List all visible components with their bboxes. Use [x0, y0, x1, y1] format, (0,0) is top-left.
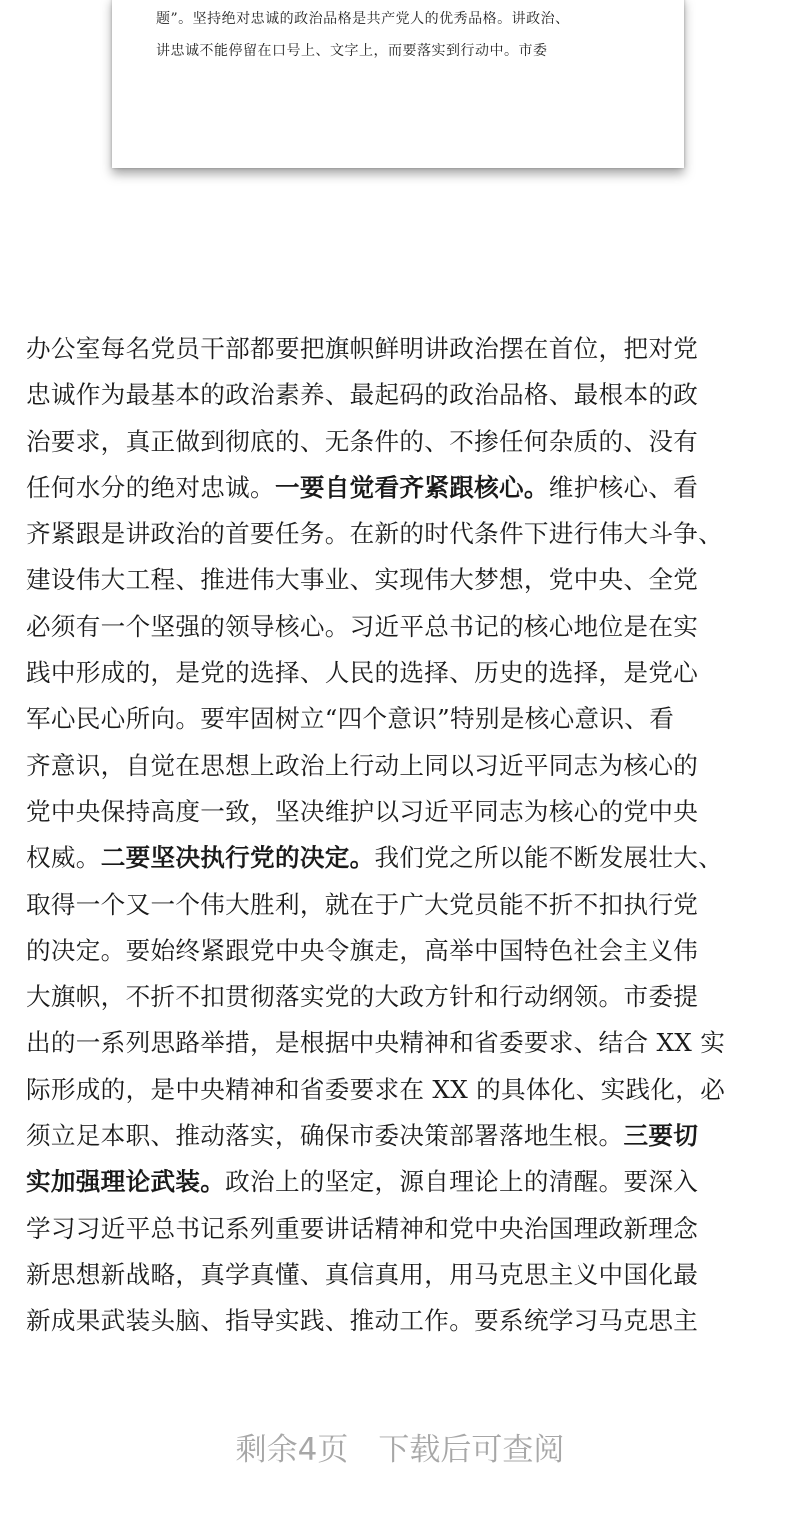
body-text-segment: 新成果武装头脑、指导实践、推动工作。要系统学习马克思主	[26, 1306, 699, 1336]
card-text-line: 讲忠诚不能停留在口号上、文字上，而要落实到行动中。市委	[156, 43, 548, 59]
body-text-segment: 任何水分的绝对忠诚。	[26, 472, 275, 502]
download-to-read-label[interactable]: 下载后可查阅	[378, 1432, 565, 1468]
bold-heading-text: 三要切	[623, 1121, 699, 1151]
body-text-segment: 学习习近平总书记系列重要讲话精神和党中央治国理政新理念	[26, 1213, 699, 1243]
text-line	[26, 1067, 786, 1113]
preview-page-card	[112, 0, 684, 168]
text-line	[26, 419, 786, 465]
text-line	[26, 1298, 786, 1344]
body-text-segment: 践中形成的，是党的选择、人民的选择、历史的选择，是党心	[26, 658, 699, 688]
body-text-segment: 必须有一个坚强的领导核心。习近平总书记的核心地位是在实	[26, 611, 699, 641]
text-line	[26, 604, 786, 650]
text-line	[26, 1252, 786, 1298]
text-line	[26, 743, 786, 789]
body-text-segment: 的决定。要始终紧跟党中央令旗走，高举中国特色社会主义伟	[26, 935, 699, 965]
text-line	[26, 974, 786, 1020]
text-line	[26, 326, 786, 372]
text-line	[26, 1159, 786, 1205]
body-text-segment: 政治上的坚定，源自理论上的清醒。要深入	[225, 1167, 699, 1197]
text-line	[26, 835, 786, 881]
text-line	[26, 465, 786, 511]
text-line	[26, 1113, 786, 1159]
text-line	[26, 650, 786, 696]
text-line	[26, 789, 786, 835]
text-line	[26, 928, 786, 974]
body-text-segment: 建设伟大工程、推进伟大事业、实现伟大梦想，党中央、全党	[26, 565, 699, 595]
download-prompt[interactable]	[0, 1420, 800, 1480]
body-text-segment: 取得一个又一个伟大胜利，就在于广大党员能不折不扣执行党	[26, 889, 699, 919]
body-text-segment: 军心民心所向。要牢固树立“四个意识”特别是核心意识、看	[26, 704, 675, 734]
body-text-segment: 维护核心、看	[548, 472, 699, 502]
body-text-segment: 新思想新战略，真学真懂、真信真用，用马克思主义中国化最	[26, 1259, 699, 1289]
bold-heading-text: 一要自觉看齐紧跟核心。	[274, 472, 549, 502]
document-body	[26, 326, 786, 1345]
card-text-line: 题”。坚持绝对忠诚的政治品格是共产党人的优秀品格。讲政治、	[156, 11, 570, 27]
body-text-segment: 出的一系列思路举措，是根据中央精神和省委要求、结合 XX 实	[26, 1028, 726, 1058]
body-text-segment: 办公室每名党员干部都要把旗帜鲜明讲政治摆在首位，把对党	[26, 334, 699, 363]
body-text-segment: 大旗帜，不折不扣贯彻落实党的大政方针和行动纲领。市委提	[26, 982, 699, 1012]
body-text-segment: 须立足本职、推动落实，确保市委决策部署落地生根。	[26, 1121, 624, 1151]
body-text-segment: 党中央保持高度一致，坚决维护以习近平同志为核心的党中央	[26, 796, 699, 826]
body-text-segment: 齐紧跟是讲政治的首要任务。在新的时代条件下进行伟大斗争、	[26, 519, 724, 549]
bold-heading-text: 实加强理论武装。	[26, 1167, 226, 1197]
text-line	[26, 372, 786, 418]
text-line	[26, 557, 786, 603]
text-line	[26, 511, 786, 557]
body-text-segment: 齐意识，自觉在思想上政治上行动上同以习近平同志为核心的	[26, 750, 699, 780]
body-text-segment: 忠诚作为最基本的政治素养、最起码的政治品格、最根本的政	[26, 380, 699, 410]
body-text-segment: 治要求，真正做到彻底的、无条件的、不掺任何杂质的、没有	[26, 426, 699, 456]
body-text-segment: 际形成的，是中央精神和省委要求在 XX 的具体化、实践化，必	[26, 1074, 726, 1104]
text-line	[26, 882, 786, 928]
bold-heading-text: 二要坚决执行党的决定。	[100, 843, 375, 873]
text-line	[26, 696, 786, 742]
text-line	[26, 1206, 786, 1252]
body-text-segment: 我们党之所以能不断发展壮大、	[374, 843, 724, 873]
remaining-pages-label: 剩余4页	[235, 1432, 349, 1468]
text-line	[26, 1020, 786, 1066]
body-text-segment: 权威。	[26, 843, 101, 873]
